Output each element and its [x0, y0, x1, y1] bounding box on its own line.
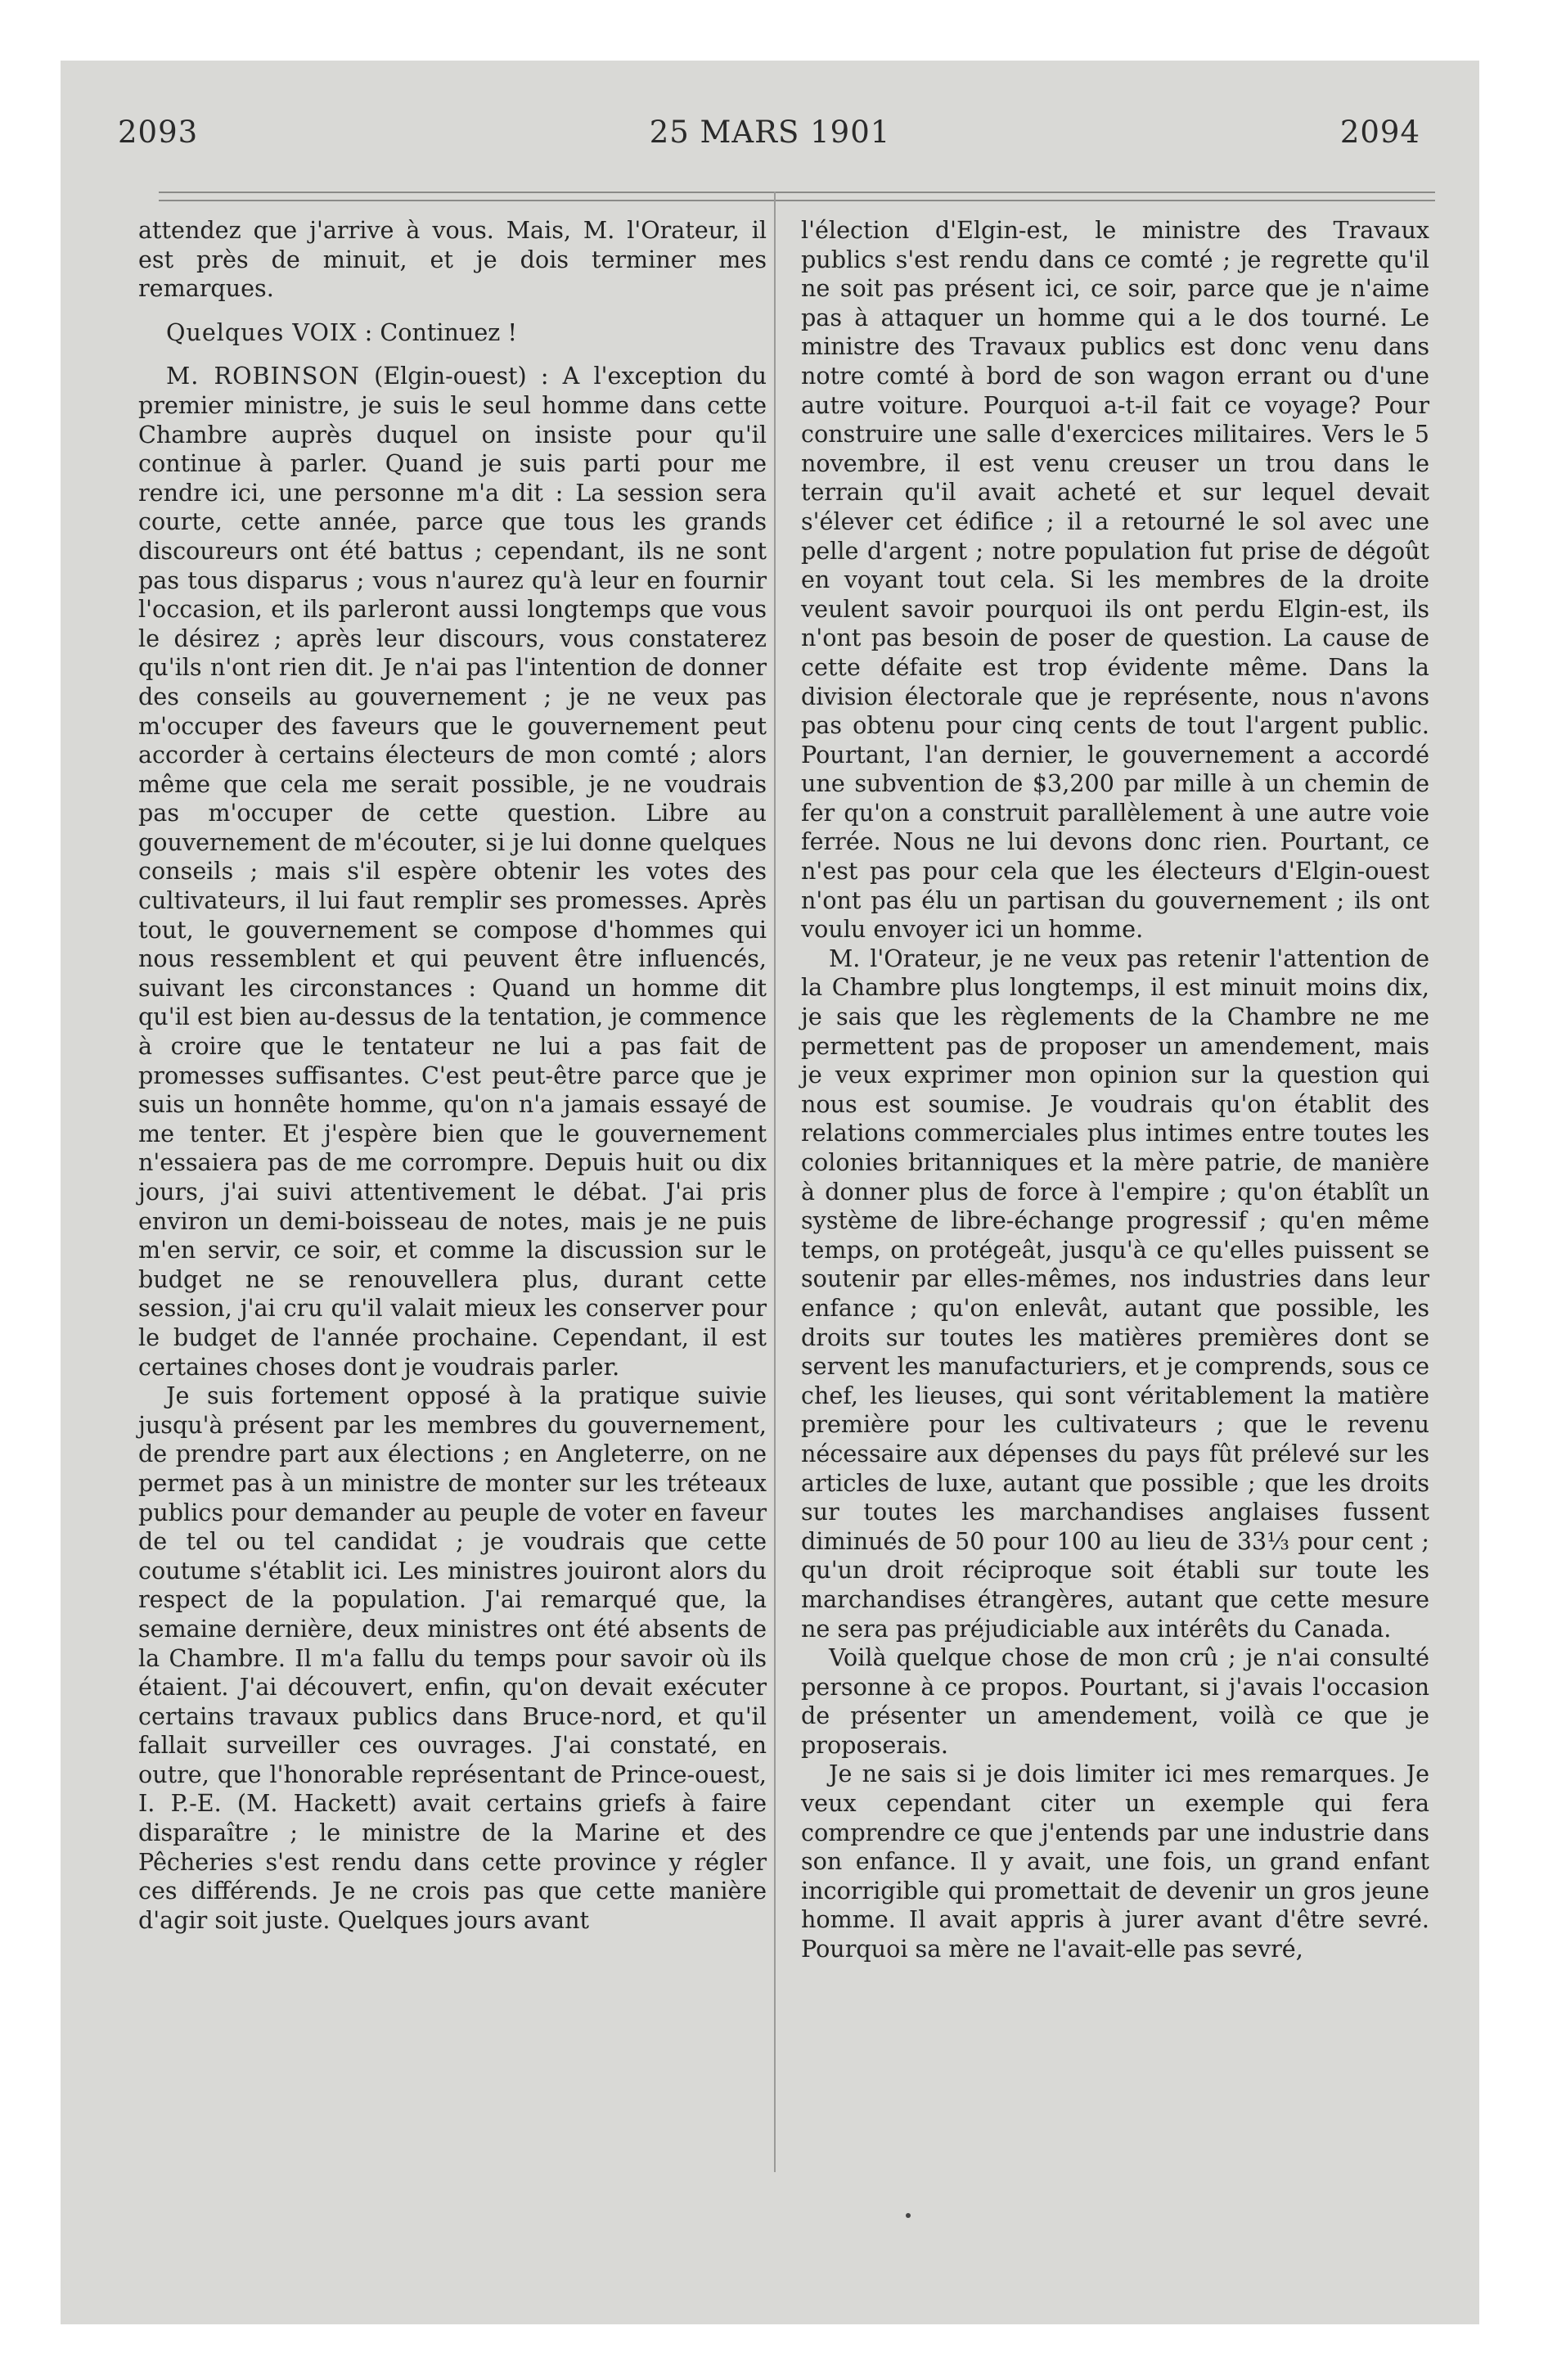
page-header — [61, 115, 1479, 164]
page-number-right: 2094 — [1339, 115, 1420, 150]
speech-text: (Elgin-ouest) : A l'exception du premier ministre, je suis le seul homme dans cette Chambre auprès duquel on insiste pour qu'il continue à parler. Quand je suis parti pour me rendre ici, une personne m'a dit : La session sera courte, cette année, parce que tous les grands discoureurs ont été battus ; cependant, ils ne sont pas tous disparus ; vous n'aurez qu'à leur en fournir l'occasion, et ils parleront aussi longtemps que vous le désirez ; après leur discours, vous constaterez qu'ils n'ont rien dit. Je n'ai pas l'intention de donner des conseils au gouvernement ; je ne veux pas m'occuper des faveurs que le gouvernement peut accorder à certains électeurs de mon comté ; alors même que cela me serait possible, je ne voudrais pas m'occuper de cette question. Libre au gouvernement de m'écouter, si je lui donne quelques conseils ; mais s'il espère obtenir les votes des cultivateurs, il lui faut remplir ses promesses. Après tout, le gouvernement se compose d'hommes qui nous ressemblent et qui peuvent être influencés, suivant les circonstances : Quand un homme dit qu'il est bien au-dessus de la tentation, je commence à croire que le tentateur ne lui a pas fait de promesses suffisantes. C'est peut-être parce que je suis un honnête homme, qu'on n'a jamais essayé de me tenter. Et j'espère bien que le gouvernement n'essaiera pas de me corrompre. Depuis huit ou dix jours, j'ai suivi attentivement le débat. J'ai pris environ un demi-boisseau de notes, mais je ne puis m'en servir, ce soir, et comme la discussion sur le budget ne se renouvellera plus, durant cette session, j'ai cru qu'il valait mieux les conserver pour le budget de l'année prochaine. Cependant, il est certaines choses dont je voudrais parler. — [138, 362, 767, 1381]
paragraph: M. l'Orateur, je ne veux pas retenir l'attention de la Chambre plus longtemps, il est minuit moins dix, je sais que les règlements de la Chambre ne me permettent pas de proposer un amendement, mais je veux exprimer mon opinion sur la question qui nous est soumise. Je voudrais qu'on établit des relations commerciales plus intimes entre toutes les colonies britanniques et la mère patrie, de manière à donner plus de force à l'empire ; qu'on établît un système de libre-échange progressif ; qu'en même temps, on protégeât, jusqu'à ce qu'elles puissent se soutenir par elles-mêmes, nos industries dans leur enfance ; qu'on enlevât, autant que possible, les droits sur toutes les matières premières dont se servent les manufacturiers, et je comprends, sous ce chef, les lieuses, qui sont véritablement la matière première pour les cultivateurs ; que le revenu nécessaire aux dépenses du pays fût prélevé sur les articles de luxe, autant que possible ; que les droits sur toutes les marchandises anglaises fussent diminués de 50 pour 100 au lieu de 33⅓ pour cent ; qu'un droit réciproque soit établi sur toute les marchandises étrangères, autant que cette mesure ne sera pas préjudiciable aux intérêts du Canada. — [801, 944, 1429, 1643]
right-column — [801, 216, 1429, 1964]
speaker-name: Quelques VOIX — [166, 318, 358, 346]
paragraph: Je suis fortement opposé à la pratique suivie jusqu'à présent par les membres du gouvernement, de prendre part aux élections ; en Angleterre, on ne permet pas à un ministre de monter sur les tréteaux publics pour demander au peuple de voter en faveur de tel ou tel candidat ; je voudrais que cette coutume s'établit ici. Les ministres jouiront alors du respect de la population. J'ai remarqué que, la semaine dernière, deux ministres ont été absents de la Chambre. Il m'a fallu du temps pour savoir où ils étaient. J'ai découvert, enfin, qu'on devait exécuter certains travaux publics dans Bruce-nord, et qu'il fallait surveiller ces ouvrages. J'ai constaté, en outre, que l'honorable représentant de Prince-ouest, I. P.-E. (M. Hackett) avait certains griefs à faire disparaître ; le ministre de la Marine et des Pêcheries s'est rendu dans cette province y régler ces différends. Je ne crois pas que cette manière d'agir soit juste. Quelques jours avant — [138, 1382, 767, 1934]
paragraph — [138, 318, 767, 348]
paragraph: attendez que j'arrive à vous. Mais, M. l'Orateur, il est près de minuit, et je dois terminer mes remarques. — [138, 216, 767, 303]
paragraph: Je ne sais si je dois limiter ici mes remarques. Je veux cependant citer un exemple qui fera comprendre ce que j'entends par une industrie dans son enfance. Il y avait, une fois, un grand enfant incorrigible qui promettait de devenir un gros jeune homme. Il avait appris à jurer avant d'être sevré. Pourquoi sa mère ne l'avait-elle pas sevré, — [801, 1760, 1429, 1963]
paragraph: Voilà quelque chose de mon crû ; je n'ai consulté personne à ce propos. Pourtant, si j'avais l'occasion de présenter un amendement, voilà ce que je proposerais. — [801, 1643, 1429, 1759]
column-divider — [774, 192, 776, 2172]
page-number-left: 2093 — [118, 115, 199, 150]
page-scan — [61, 61, 1479, 2324]
page-date: 25 MARS 1901 — [649, 115, 891, 150]
paragraph: l'élection d'Elgin-est, le ministre des Travaux publics s'est rendu dans ce comté ; je regrette qu'il ne soit pas présent ici, ce soir, parce que je n'aime pas à attaquer un homme qui a le dos tourné. Le ministre des Travaux publics est donc venu dans notre comté à bord de son wagon errant ou d'une autre voiture. Pourquoi a-t-il fait ce voyage? Pour construire une salle d'exercices militaires. Vers le 5 novembre, il est venu creuser un trou dans le terrain qu'il avait acheté et sur lequel devait s'élever cet édifice ; il a retourné le sol avec une pelle d'argent ; notre population fut prise de dégoût en voyant tout cela. Si les membres de la droite veulent savoir pourquoi ils ont perdu Elgin-est, ils n'ont pas besoin de poser de question. La cause de cette défaite est trop évidente même. Dans la division électorale que je représente, nous n'avons pas obtenu pour cinq cents de tout l'argent public. Pourtant, l'an dernier, le gouvernement a accordé une subvention de $3,200 par mille à un chemin de fer qu'on a construit parallèlement à une autre voie ferrée. Nous ne lui devons donc rien. Pourtant, ce n'est pas pour cela que les électeurs d'Elgin-ouest n'ont pas élu un partisan du gouvernement ; ils ont voulu envoyer ici un homme. — [801, 216, 1429, 944]
speech-text: : Continuez ! — [357, 318, 517, 346]
ink-speck — [906, 2213, 911, 2218]
header-rule-top — [159, 192, 1435, 193]
speaker-name: M. ROBINSON — [166, 362, 360, 390]
paragraph — [138, 362, 767, 1382]
left-column — [138, 216, 767, 1935]
header-rule-bottom — [159, 200, 1435, 201]
